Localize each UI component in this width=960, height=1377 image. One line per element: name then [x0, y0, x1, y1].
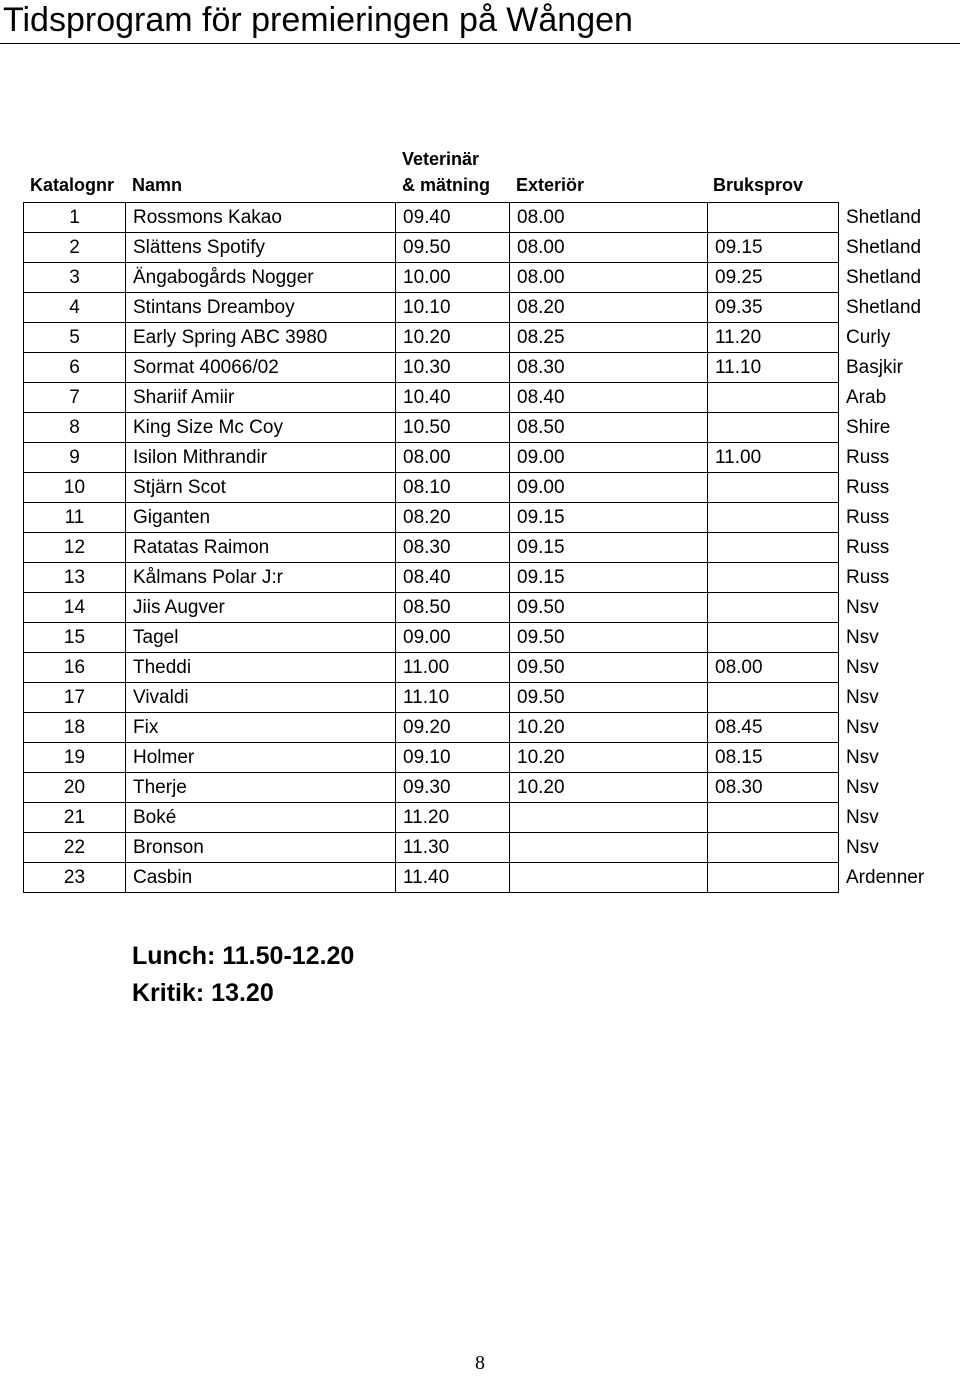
breed-cell: Shetland — [846, 207, 922, 228]
bruksprov-time-cell — [708, 203, 839, 233]
exterior-time-cell: 09.15 — [510, 503, 708, 533]
breed-cell: Nsv — [846, 597, 879, 618]
breed-cell: Arab — [846, 387, 887, 408]
table-row — [24, 833, 939, 863]
horse-name-cell: Jiis Augver — [126, 593, 396, 623]
header-exterior: Exteriör — [516, 175, 585, 195]
catalog-number-cell: 2 — [24, 233, 126, 263]
table-row — [24, 473, 939, 503]
vet-time-cell: 08.40 — [396, 563, 510, 593]
vet-time-cell: 10.10 — [396, 293, 510, 323]
horse-name-cell: Stjärn Scot — [126, 473, 396, 503]
vet-time-cell: 09.00 — [396, 623, 510, 653]
catalog-number-cell: 7 — [24, 383, 126, 413]
table-row — [24, 683, 939, 713]
exterior-time-cell: 08.40 — [510, 383, 708, 413]
bruksprov-time-cell — [708, 413, 839, 443]
header-vet-line2: & mätning — [402, 175, 490, 195]
exterior-time-cell: 09.15 — [510, 533, 708, 563]
catalog-number-cell: 6 — [24, 353, 126, 383]
bruksprov-time-cell: 11.10 — [708, 353, 839, 383]
horse-name-cell: Isilon Mithrandir — [126, 443, 396, 473]
breed-cell: Curly — [846, 327, 891, 348]
vet-time-cell: 08.50 — [396, 593, 510, 623]
bruksprov-time-cell — [708, 473, 839, 503]
breed-cell: Shetland — [846, 237, 922, 258]
table-row — [24, 533, 939, 563]
catalog-number-cell: 3 — [24, 263, 126, 293]
bruksprov-time-cell: 08.15 — [708, 743, 839, 773]
exterior-time-cell — [510, 863, 708, 893]
vet-time-cell: 08.00 — [396, 443, 510, 473]
catalog-number-cell: 9 — [24, 443, 126, 473]
header-bruksprov: Bruksprov — [713, 175, 804, 195]
horse-name-cell: Shariif Amiir — [126, 383, 396, 413]
vet-time-cell: 10.50 — [396, 413, 510, 443]
breed-cell: Russ — [846, 447, 890, 468]
exterior-time-cell: 09.00 — [510, 473, 708, 503]
exterior-time-cell: 10.20 — [510, 773, 708, 803]
catalog-number-cell: 14 — [24, 593, 126, 623]
catalog-number-cell: 10 — [24, 473, 126, 503]
vet-time-cell: 10.20 — [396, 323, 510, 353]
table-header — [0, 148, 960, 202]
vet-time-cell: 11.20 — [396, 803, 510, 833]
vet-time-cell: 11.30 — [396, 833, 510, 863]
table-row — [24, 563, 939, 593]
exterior-time-cell: 08.20 — [510, 293, 708, 323]
horse-name-cell: Stintans Dreamboy — [126, 293, 396, 323]
exterior-time-cell: 09.50 — [510, 593, 708, 623]
bruksprov-time-cell: 11.00 — [708, 443, 839, 473]
bruksprov-time-cell: 08.00 — [708, 653, 839, 683]
vet-time-cell: 08.30 — [396, 533, 510, 563]
bruksprov-time-cell — [708, 623, 839, 653]
breed-cell: Shetland — [846, 297, 922, 318]
page-number: 8 — [475, 1352, 485, 1374]
catalog-number-cell: 19 — [24, 743, 126, 773]
horse-name-cell: Holmer — [126, 743, 396, 773]
exterior-time-cell: 08.50 — [510, 413, 708, 443]
horse-name-cell: Theddi — [126, 653, 396, 683]
table-row — [24, 593, 939, 623]
vet-time-cell: 11.00 — [396, 653, 510, 683]
bruksprov-time-cell — [708, 533, 839, 563]
bruksprov-time-cell — [708, 593, 839, 623]
bruksprov-time-cell: 09.25 — [708, 263, 839, 293]
table-row — [24, 413, 939, 443]
breed-cell: Nsv — [846, 657, 879, 678]
table-row — [24, 443, 939, 473]
page-title: Tidsprogram för premieringen på Wången — [0, 0, 960, 44]
exterior-time-cell: 10.20 — [510, 713, 708, 743]
vet-time-cell: 11.10 — [396, 683, 510, 713]
breed-cell: Russ — [846, 507, 890, 528]
exterior-time-cell: 10.20 — [510, 743, 708, 773]
breed-cell: Nsv — [846, 717, 879, 738]
horse-name-cell: Bronson — [126, 833, 396, 863]
vet-time-cell: 10.40 — [396, 383, 510, 413]
vet-time-cell: 09.40 — [396, 203, 510, 233]
horse-name-cell: Rossmons Kakao — [126, 203, 396, 233]
horse-name-cell: King Size Mc Coy — [126, 413, 396, 443]
exterior-time-cell — [510, 803, 708, 833]
horse-name-cell: Giganten — [126, 503, 396, 533]
table-row — [24, 773, 939, 803]
bruksprov-time-cell — [708, 863, 839, 893]
horse-name-cell: Fix — [126, 713, 396, 743]
breed-cell: Shetland — [846, 267, 922, 288]
exterior-time-cell: 09.00 — [510, 443, 708, 473]
exterior-time-cell: 08.30 — [510, 353, 708, 383]
horse-name-cell: Boké — [126, 803, 396, 833]
catalog-number-cell: 4 — [24, 293, 126, 323]
breed-cell: Basjkir — [846, 357, 904, 378]
table-row — [24, 653, 939, 683]
breed-cell: Nsv — [846, 837, 879, 858]
exterior-time-cell: 09.15 — [510, 563, 708, 593]
lunch-note: Lunch: 11.50-12.20 — [132, 942, 355, 970]
bruksprov-time-cell — [708, 803, 839, 833]
breed-cell: Russ — [846, 477, 890, 498]
vet-time-cell: 08.10 — [396, 473, 510, 503]
bruksprov-time-cell — [708, 503, 839, 533]
catalog-number-cell: 21 — [24, 803, 126, 833]
horse-name-cell: Vivaldi — [126, 683, 396, 713]
exterior-time-cell: 09.50 — [510, 683, 708, 713]
exterior-time-cell: 09.50 — [510, 623, 708, 653]
horse-name-cell: Therje — [126, 773, 396, 803]
schedule-table-body — [24, 203, 939, 893]
exterior-time-cell — [510, 833, 708, 863]
bruksprov-time-cell: 11.20 — [708, 323, 839, 353]
vet-time-cell: 10.30 — [396, 353, 510, 383]
bruksprov-time-cell: 09.15 — [708, 233, 839, 263]
table-row — [24, 203, 939, 233]
table-row — [24, 803, 939, 833]
bruksprov-time-cell: 08.30 — [708, 773, 839, 803]
horse-name-cell: Ratatas Raimon — [126, 533, 396, 563]
vet-time-cell: 10.00 — [396, 263, 510, 293]
horse-name-cell: Kålmans Polar J:r — [126, 563, 396, 593]
catalog-number-cell: 22 — [24, 833, 126, 863]
breed-cell: Nsv — [846, 807, 879, 828]
catalog-number-cell: 5 — [24, 323, 126, 353]
catalog-number-cell: 20 — [24, 773, 126, 803]
breed-cell: Ardenner — [846, 867, 925, 888]
exterior-time-cell: 08.00 — [510, 263, 708, 293]
header-name: Namn — [132, 175, 183, 195]
horse-name-cell: Early Spring ABC 3980 — [126, 323, 396, 353]
table-row — [24, 863, 939, 893]
catalog-number-cell: 18 — [24, 713, 126, 743]
table-row — [24, 323, 939, 353]
table-row — [24, 743, 939, 773]
exterior-time-cell: 08.00 — [510, 203, 708, 233]
breed-cell: Nsv — [846, 627, 879, 648]
breed-cell: Shire — [846, 417, 891, 438]
horse-name-cell: Ängabogårds Nogger — [126, 263, 396, 293]
bruksprov-time-cell — [708, 563, 839, 593]
schedule-table — [23, 202, 939, 893]
table-row — [24, 353, 939, 383]
vet-time-cell: 09.30 — [396, 773, 510, 803]
horse-name-cell: Slättens Spotify — [126, 233, 396, 263]
table-row — [24, 293, 939, 323]
catalog-number-cell: 12 — [24, 533, 126, 563]
vet-time-cell: 09.10 — [396, 743, 510, 773]
exterior-time-cell: 09.50 — [510, 653, 708, 683]
table-row — [24, 233, 939, 263]
catalog-number-cell: 1 — [24, 203, 126, 233]
breed-cell: Nsv — [846, 747, 879, 768]
catalog-number-cell: 8 — [24, 413, 126, 443]
table-row — [24, 503, 939, 533]
vet-time-cell: 08.20 — [396, 503, 510, 533]
table-row — [24, 383, 939, 413]
catalog-number-cell: 16 — [24, 653, 126, 683]
bruksprov-time-cell — [708, 683, 839, 713]
horse-name-cell: Casbin — [126, 863, 396, 893]
kritik-note: Kritik: 13.20 — [132, 979, 274, 1007]
vet-time-cell: 09.50 — [396, 233, 510, 263]
header-catalog: Katalognr — [30, 175, 115, 195]
bruksprov-time-cell: 09.35 — [708, 293, 839, 323]
bruksprov-time-cell: 08.45 — [708, 713, 839, 743]
catalog-number-cell: 23 — [24, 863, 126, 893]
bruksprov-time-cell — [708, 383, 839, 413]
table-row — [24, 263, 939, 293]
vet-time-cell: 11.40 — [396, 863, 510, 893]
breed-cell: Russ — [846, 537, 890, 558]
catalog-number-cell: 11 — [24, 503, 126, 533]
table-row — [24, 713, 939, 743]
breed-cell: Nsv — [846, 777, 879, 798]
catalog-number-cell: 17 — [24, 683, 126, 713]
notes — [132, 938, 354, 1012]
horse-name-cell: Sormat 40066/02 — [126, 353, 396, 383]
catalog-number-cell: 13 — [24, 563, 126, 593]
exterior-time-cell: 08.00 — [510, 233, 708, 263]
catalog-number-cell: 15 — [24, 623, 126, 653]
bruksprov-time-cell — [708, 833, 839, 863]
header-vet-line1: Veterinär — [402, 149, 480, 169]
exterior-time-cell: 08.25 — [510, 323, 708, 353]
vet-time-cell: 09.20 — [396, 713, 510, 743]
table-row — [24, 623, 939, 653]
breed-cell: Nsv — [846, 687, 879, 708]
horse-name-cell: Tagel — [126, 623, 396, 653]
breed-cell: Russ — [846, 567, 890, 588]
